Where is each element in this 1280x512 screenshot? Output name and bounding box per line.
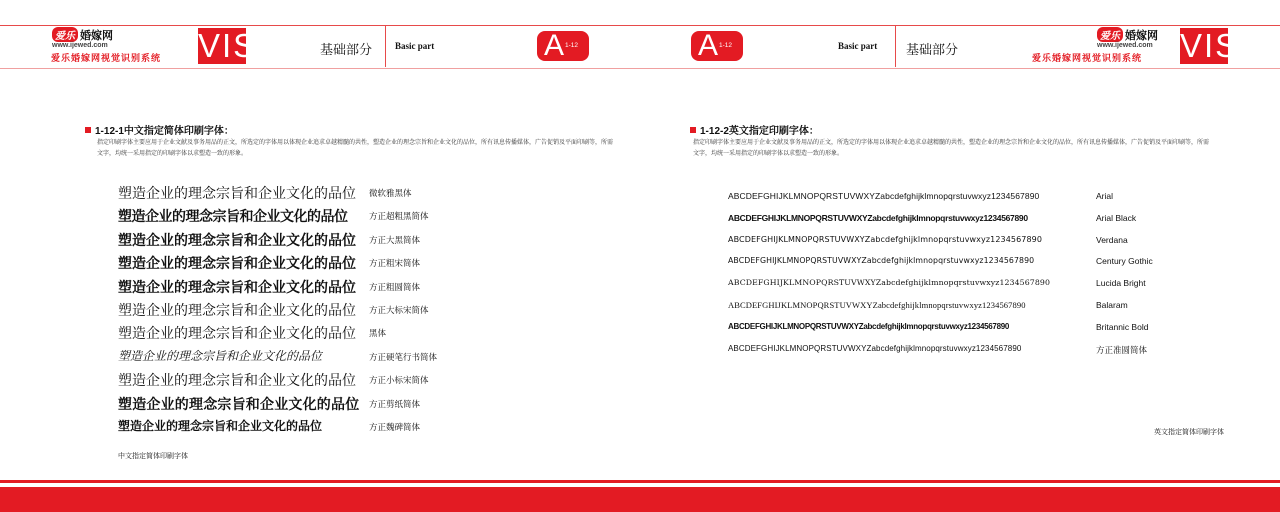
zh-font-samples [118, 183, 359, 440]
site-url: www.ijewed.com [52, 42, 108, 49]
zh-font-name: 方正大黑简体 [369, 234, 421, 245]
en-font-samples [728, 191, 1050, 365]
logo-text: 婚嫁网 [80, 30, 113, 42]
section-title-en: 1-12-2英文指定印刷字体： [690, 122, 819, 137]
zh-font-name: 方正魏碑简体 [369, 421, 421, 432]
en-sample-row: ABCDEFGHIJKLMNOPQRSTUVWXYZabcdefghijklmnopqrstuvwxyz1234567890 [728, 278, 1051, 288]
zh-font-name: 微软雅黑体 [369, 188, 412, 198]
footer-stripe [0, 480, 1280, 483]
en-font-name: 方正准圆简体 [1096, 344, 1148, 355]
en-font-name: Balaram [1096, 299, 1128, 310]
caption-zh: 中文指定简体印刷字体 [118, 453, 188, 460]
en-sample-row: ABCDEFGHIJKLMNOPQRSTUVWXYZabcdefghijklmnopqrstuvwxyz1234567890 [728, 212, 1028, 223]
en-font-name: Arial [1096, 191, 1114, 201]
en-font-name: Verdana [1096, 234, 1128, 245]
zh-font-name: 方正硬笔行书简体 [369, 351, 438, 362]
section-badge [691, 31, 743, 61]
zh-sample-row: 塑造企业的理念宗旨和企业文化的品位 [118, 278, 356, 295]
zh-sample-row: 塑造企业的理念宗旨和企业文化的品位 [118, 256, 356, 273]
logo [1097, 27, 1158, 43]
zh-font-names [369, 187, 437, 444]
zh-sample-row: 塑造企业的理念宗旨和企业文化的品位 [118, 418, 323, 433]
header-separator [385, 25, 386, 67]
logo-mark: 爱乐 [52, 27, 78, 42]
zh-sample-row: 塑造企业的理念宗旨和企业文化的品位 [118, 303, 356, 319]
en-sample-row: ABCDEFGHIJKLMNOPQRSTUVWXYZabcdefghijklmnopqrstuvwxyz1234567890 [728, 234, 1043, 244]
header-separator [895, 25, 896, 67]
en-font-name: Century Gothic [1096, 256, 1153, 267]
en-sample-row: ABCDEFGHIJKLMNOPQRSTUVWXYZabcdefghijklmnopqrstuvwxyz1234567890 [728, 191, 1040, 201]
basic-part-zh: 基础部分 [906, 42, 959, 57]
header-divider [0, 68, 1280, 69]
vis-logo: VIS [1180, 27, 1240, 64]
badge-letter: A [698, 29, 719, 62]
section-badge [537, 31, 589, 61]
section-description-zh: 指定印刷字体主要应用于企业文献及事务用品的正文，所选定的字体用以体现企业追求卓越精髓的共性，塑造企业的理念宗旨和企业文化的品位，所有讯息传播媒体，广告促销及平面印刷等，所需文字，均统一采用指定的印刷字体以求塑造一致的形象。 [97, 140, 614, 157]
zh-sample-row: 塑造企业的理念宗旨和企业文化的品位 [118, 374, 356, 390]
site-url: www.ijewed.com [1097, 42, 1153, 49]
vis-logo: VIS [198, 27, 258, 64]
zh-font-name: 方正剪纸简体 [369, 398, 421, 409]
logo [52, 27, 113, 43]
zh-font-name: 方正超粗黑简体 [369, 211, 429, 222]
basic-part-en: Basic part [838, 41, 878, 51]
en-sample-row: ABCDEFGHIJKLMNOPQRSTUVWXYZabcdefghijklmnopqrstuvwxyz1234567890 [728, 321, 1010, 331]
zh-font-name: 方正大标宋简体 [369, 304, 429, 315]
section-description-en: 指定印刷字体主要应用于企业文献及事务用品的正文，所选定的字体用以体现企业追求卓越精髓的共性，塑造企业的理念宗旨和企业文化的品位，所有讯息传播媒体，广告促销及平面印刷等，所需文字，均统一采用指定的印刷字体以求塑造一致的形象。 [693, 140, 1210, 157]
badge-code: 1-12 [719, 42, 733, 49]
zh-sample-row: 塑造企业的理念宗旨和企业文化的品位 [118, 325, 356, 342]
zh-font-name: 黑体 [369, 328, 387, 339]
bullet-square-icon [690, 127, 696, 133]
system-name: 爱乐婚嫁网视觉识别系统 [1032, 53, 1143, 63]
zh-sample-row: 塑造企业的理念宗旨和企业文化的品位 [118, 395, 360, 412]
bullet-square-icon [85, 127, 91, 133]
footer-band [0, 487, 1280, 512]
zh-sample-row: 塑造企业的理念宗旨和企业文化的品位 [118, 185, 356, 201]
caption-en: 英文指定简体印刷字体 [1154, 429, 1224, 436]
zh-font-name: 方正粗宋简体 [369, 258, 421, 269]
en-font-name: Britannic Bold [1096, 321, 1149, 332]
basic-part-en: Basic part [395, 41, 435, 51]
zh-sample-row: 塑造企业的理念宗旨和企业文化的品位 [118, 231, 356, 248]
en-font-name: Arial Black [1096, 212, 1137, 223]
badge-letter: A [544, 29, 565, 62]
logo-text: 婚嫁网 [1125, 30, 1158, 42]
zh-sample-row: 塑造企业的理念宗旨和企业文化的品位 [118, 208, 348, 225]
badge-code: 1-12 [565, 42, 579, 49]
zh-sample-row: 塑造企业的理念宗旨和企业文化的品位 [118, 348, 323, 363]
basic-part-zh: 基础部分 [320, 42, 373, 57]
system-name: 爱乐婚嫁网视觉识别系统 [51, 53, 162, 63]
logo-mark: 爱乐 [1097, 27, 1123, 42]
en-sample-row: ABCDEFGHIJKLMNOPQRSTUVWXYZabcdefghijklmnopqrstuvwxyz1234567890 [728, 299, 1026, 310]
zh-font-name: 方正小标宋简体 [369, 375, 429, 386]
en-font-names [1096, 191, 1153, 365]
en-sample-row: ABCDEFGHIJKLMNOPQRSTUVWXYZabcdefghijklmnopqrstuvwxyz1234567890 [728, 256, 1035, 266]
en-font-name: Lucida Bright [1096, 278, 1146, 289]
section-title-zh: 1-12-1中文指定简体印刷字体： [85, 122, 234, 137]
en-sample-row: ABCDEFGHIJKLMNOPQRSTUVWXYZabcdefghijklmnopqrstuvwxyz1234567890 [728, 343, 1022, 353]
zh-font-name: 方正粗圆简体 [369, 281, 421, 292]
